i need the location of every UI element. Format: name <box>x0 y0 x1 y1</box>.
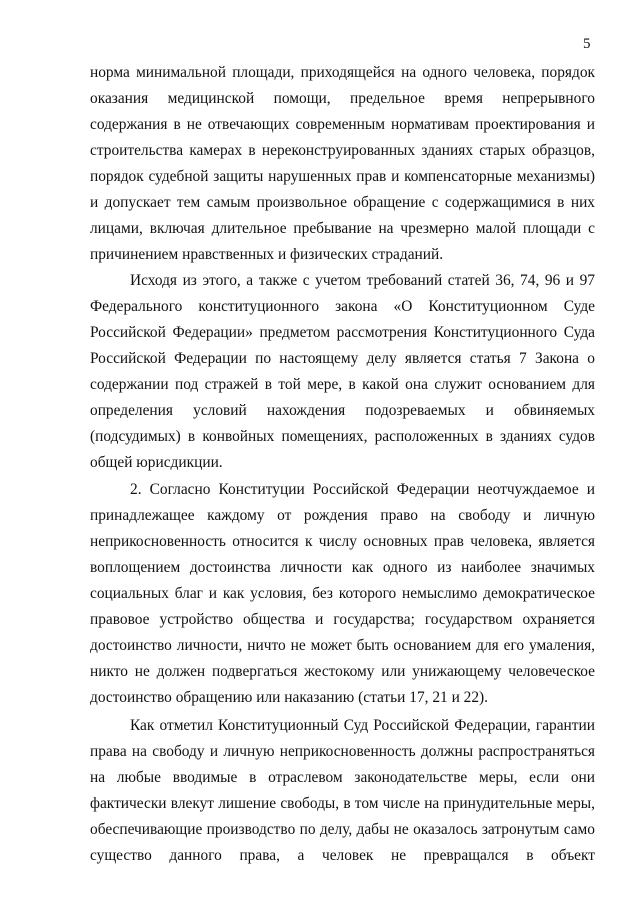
text-line: (подсудимых) в конвойных помещениях, расположенных в зданиях судов <box>90 428 595 445</box>
text-line: порядок судебной защиты нарушенных прав и компенсаторные механизмы) <box>90 168 595 185</box>
page-number: 5 <box>583 36 591 52</box>
text-line: лицами, включая длительное пребывание на чрезмерно малой площади с <box>90 220 595 237</box>
text-line: определения условий нахождения подозреваемых и обвиняемых <box>90 402 595 419</box>
text-line: права на свободу и личную неприкосновенность должны распространяться <box>90 743 595 760</box>
text-line: Федерального конституционного закона «О Конституционном Суде <box>90 298 595 315</box>
text-line: оказания медицинской помощи, предельное время непрерывного <box>90 90 595 107</box>
text-line: никто не должен подвергаться жестокому или унижающему человеческое <box>90 663 595 680</box>
text-line: достоинство личности, ничто не может быть основанием для его умаления, <box>90 637 595 654</box>
text-line: неприкосновенность относится к числу основных прав человека, является <box>90 533 595 550</box>
text-line: принадлежащее каждому от рождения право на свободу и личную <box>90 507 595 524</box>
text-line: обеспечивающие производство по делу, дабы не оказалось затронутым само <box>90 821 595 838</box>
text-line: достоинство обращению или наказанию (статьи 17, 21 и 22). <box>90 689 489 706</box>
text-line: строительства камерах в нереконструированных зданиях старых образцов, <box>90 142 595 159</box>
text-line: воплощением достоинства личности как одного из наиболее значимых <box>90 559 595 576</box>
text-line: содержании под стражей в той мере, в какой она служит основанием для <box>90 376 595 393</box>
text-line: общей юрисдикции. <box>90 454 223 471</box>
text-line: правовое устройство общества и государства; государством охраняется <box>90 611 595 628</box>
text-line: Российской Федерации по настоящему делу является статья 7 Закона о <box>90 350 595 367</box>
text-line: на любые вводимые в отраслевом законодательстве меры, если они <box>90 769 595 786</box>
text-line: норма минимальной площади, приходящейся на одного человека, порядок <box>90 64 595 81</box>
text-line: Как отметил Конституционный Суд Российской Федерации, гарантии <box>130 717 595 734</box>
text-line: существо данного права, а человек не превращался в объект <box>90 847 595 864</box>
text-line: 2. Согласно Конституции Российской Федерации неотчуждаемое и <box>130 481 595 498</box>
text-line: Российской Федерации» предметом рассмотрения Конституционного Суда <box>90 324 595 341</box>
text-line: и допускает тем самым произвольное обращение с содержащимися в них <box>90 194 595 211</box>
text-line: социальных благ и как условия, без которого немыслимо демократическое <box>90 585 595 602</box>
text-line: Исходя из этого, а также с учетом требований статей 36, 74, 96 и 97 <box>130 272 595 289</box>
text-line: фактически влекут лишение свободы, в том числе на принудительные меры, <box>90 795 595 812</box>
text-line: причинением нравственных и физических страданий. <box>90 246 444 263</box>
text-line: содержания в не отвечающих современным нормативам проектирования и <box>90 116 595 133</box>
